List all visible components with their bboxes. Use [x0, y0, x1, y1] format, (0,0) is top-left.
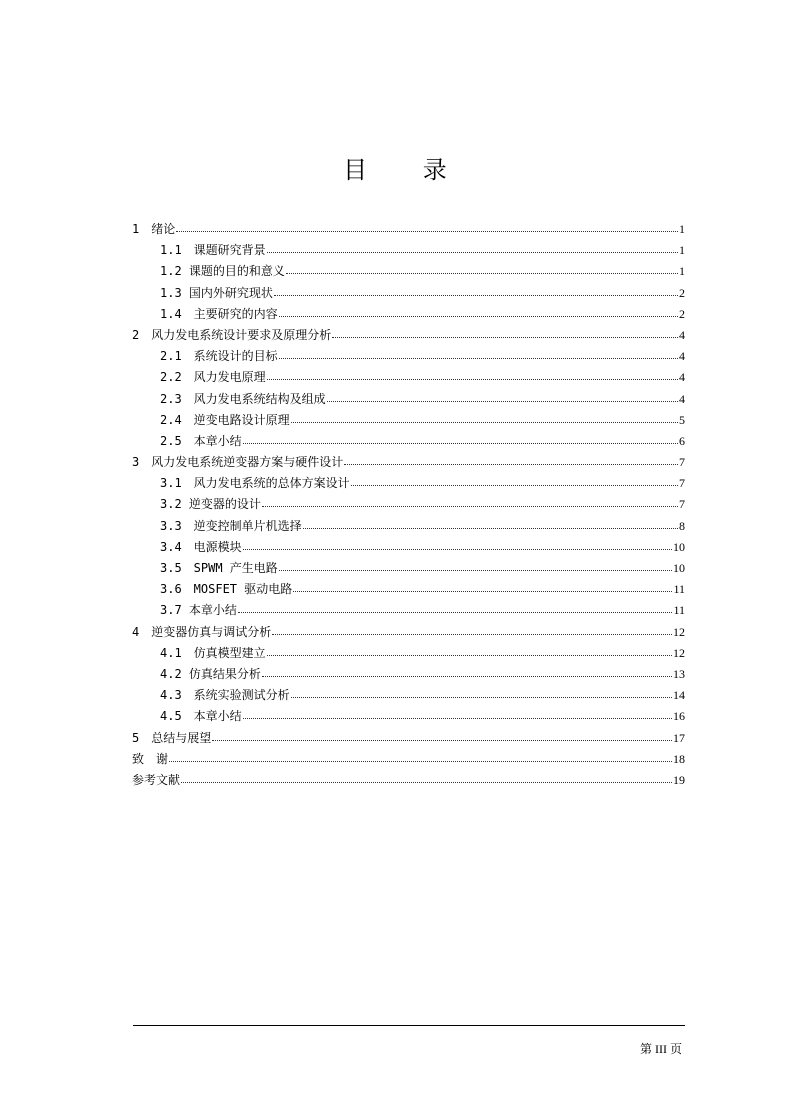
toc-leader-dots	[351, 476, 678, 486]
toc-leader-dots	[262, 497, 678, 507]
toc-entry-label: 2.1 系统设计的目标	[160, 349, 278, 364]
toc-entry[interactable]	[132, 262, 685, 283]
toc-entry-label: 3.4 电源模块	[160, 539, 242, 554]
toc-entry[interactable]	[132, 750, 685, 771]
toc-entry[interactable]	[132, 623, 685, 644]
toc-entry[interactable]	[132, 665, 685, 686]
toc-leader-dots	[267, 646, 672, 656]
toc-entry-page: 7	[679, 455, 685, 470]
toc-entry[interactable]	[132, 729, 685, 750]
toc-entry-page: 14	[673, 688, 685, 703]
toc-entry[interactable]	[132, 411, 685, 432]
toc-entry-page: 2	[679, 285, 685, 300]
table-of-contents	[132, 220, 685, 792]
toc-entry-page: 1	[679, 222, 685, 236]
toc-entry-page: 1	[679, 243, 685, 258]
toc-entry-page: 17	[673, 730, 685, 745]
toc-leader-dots	[238, 603, 673, 613]
toc-leader-dots	[181, 773, 672, 783]
toc-entry-label: 2.4 逆变电路设计原理	[160, 412, 290, 427]
toc-entry-label: 1.4 主要研究的内容	[160, 306, 278, 321]
toc-entry-label: 4.2 仿真结果分析	[160, 666, 261, 681]
toc-entry[interactable]	[132, 601, 685, 622]
toc-entry[interactable]	[132, 326, 685, 347]
toc-entry-label: 3.3 逆变控制单片机选择	[160, 518, 302, 533]
toc-entry[interactable]	[132, 707, 685, 728]
toc-leader-dots	[262, 667, 672, 677]
toc-entry-label: 2.5 本章小结	[160, 433, 242, 448]
toc-entry-label: 1.2 课题的目的和意义	[160, 264, 285, 279]
toc-leader-dots	[279, 307, 678, 317]
toc-entry[interactable]	[132, 241, 685, 262]
page-number-footer: 第 III 页	[640, 1042, 682, 1056]
toc-entry[interactable]	[132, 305, 685, 326]
toc-entry[interactable]	[132, 347, 685, 368]
toc-entry-page: 10	[673, 561, 685, 575]
toc-leader-dots	[274, 286, 678, 296]
toc-entry-page: 13	[673, 666, 685, 681]
toc-entry[interactable]	[132, 390, 685, 411]
toc-entry[interactable]	[132, 368, 685, 389]
toc-entry-page: 5	[679, 412, 685, 427]
toc-entry[interactable]	[132, 686, 685, 707]
toc-entry-page: 4	[679, 327, 685, 342]
toc-entry-page: 11	[673, 603, 685, 618]
toc-entry-label: 5 总结与展望	[132, 730, 212, 745]
toc-entry-page: 7	[679, 497, 685, 512]
toc-entry-page: 2	[679, 306, 685, 321]
toc-entry-page: 4	[679, 349, 685, 364]
toc-entry-label: 4 逆变器仿真与调试分析	[132, 624, 272, 639]
toc-entry-label: 3 风力发电系统逆变器方案与硬件设计	[132, 455, 344, 470]
toc-entry[interactable]	[132, 517, 685, 538]
toc-entry-label: 2.2 风力发电原理	[160, 370, 266, 385]
toc-entry-page: 6	[679, 433, 685, 448]
toc-entry[interactable]	[132, 559, 685, 580]
toc-entry-label: 1.1 课题研究背景	[160, 243, 266, 258]
toc-entry[interactable]	[132, 538, 685, 559]
toc-entry-label: 3.6 MOSFET 驱动电路	[160, 582, 293, 597]
toc-entry-label: 致 谢	[132, 751, 169, 766]
toc-leader-dots	[243, 540, 672, 550]
toc-leader-dots	[212, 731, 672, 741]
toc-entry-label: 3.7 本章小结	[160, 603, 237, 618]
toc-entry-page: 16	[673, 709, 685, 724]
toc-entry[interactable]	[132, 771, 685, 792]
toc-entry[interactable]	[132, 580, 685, 601]
toc-entry-label: 2.3 风力发电系统结构及组成	[160, 391, 326, 406]
toc-entry[interactable]	[132, 644, 685, 665]
toc-entry-label: 3.5 SPWM 产生电路	[160, 561, 278, 575]
toc-leader-dots	[291, 413, 678, 423]
footer-divider	[133, 1025, 685, 1026]
toc-entry[interactable]	[132, 495, 685, 516]
toc-entry-label: 2 风力发电系统设计要求及原理分析	[132, 327, 332, 342]
toc-leader-dots	[286, 264, 678, 274]
toc-entry-page: 19	[673, 772, 685, 787]
toc-leader-dots	[279, 561, 672, 571]
toc-leader-dots	[291, 688, 672, 698]
toc-entry-page: 12	[673, 624, 685, 639]
toc-leader-dots	[176, 222, 678, 232]
toc-leader-dots	[169, 752, 672, 762]
toc-entry[interactable]	[132, 220, 685, 241]
toc-leader-dots	[243, 709, 672, 719]
toc-leader-dots	[267, 370, 678, 380]
toc-entry-label: 1 绪论	[132, 222, 176, 236]
toc-entry-label: 4.1 仿真模型建立	[160, 645, 266, 660]
toc-entry-page: 10	[673, 539, 685, 554]
toc-entry[interactable]	[132, 453, 685, 474]
toc-entry-page: 4	[679, 391, 685, 406]
toc-entry-label: 3.1 风力发电系统的总体方案设计	[160, 476, 350, 491]
toc-entry-label: 1.3 国内外研究现状	[160, 285, 273, 300]
toc-entry-page: 7	[679, 476, 685, 491]
toc-leader-dots	[243, 434, 678, 444]
toc-leader-dots	[344, 455, 678, 465]
toc-entry-label: 4.5 本章小结	[160, 709, 242, 724]
toc-leader-dots	[327, 392, 678, 402]
page-title: 目 录	[343, 156, 471, 184]
toc-entry-label: 3.2 逆变器的设计	[160, 497, 261, 512]
toc-leader-dots	[293, 582, 672, 592]
toc-entry-label: 参考文献	[132, 772, 181, 787]
toc-entry[interactable]	[132, 432, 685, 453]
toc-entry-page: 8	[679, 518, 685, 533]
toc-entry-label: 4.3 系统实验测试分析	[160, 688, 290, 703]
toc-entry-page: 4	[679, 370, 685, 385]
toc-leader-dots	[303, 519, 678, 529]
toc-leader-dots	[272, 625, 672, 635]
toc-leader-dots	[279, 349, 678, 359]
toc-leader-dots	[332, 328, 678, 338]
toc-entry-page: 18	[673, 751, 685, 766]
toc-entry[interactable]	[132, 284, 685, 305]
toc-entry[interactable]	[132, 474, 685, 495]
toc-entry-page: 12	[673, 645, 685, 660]
toc-entry-page: 1	[679, 264, 685, 279]
toc-leader-dots	[267, 243, 678, 253]
toc-entry-page: 11	[673, 582, 685, 597]
